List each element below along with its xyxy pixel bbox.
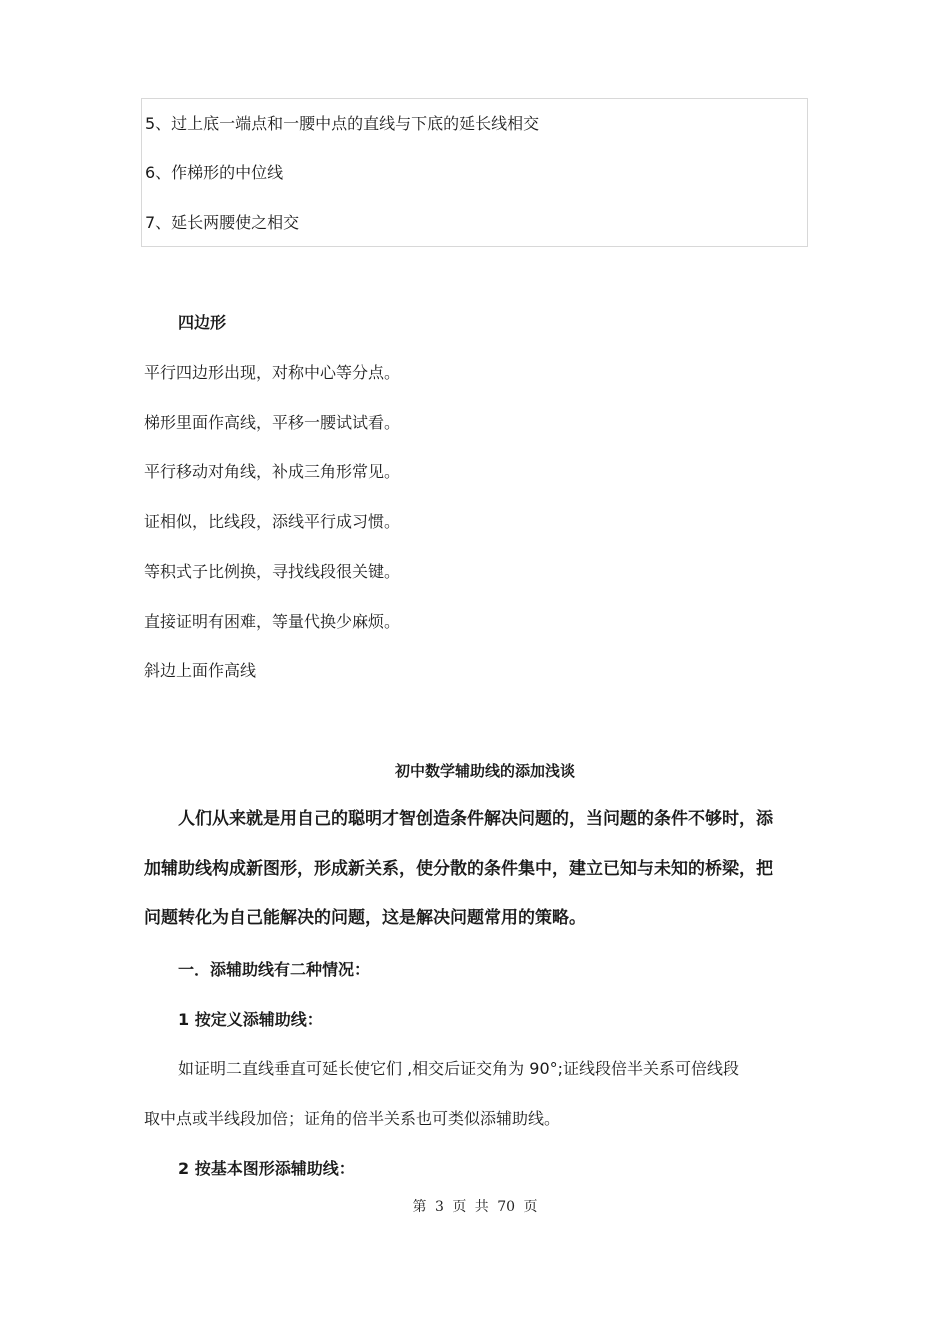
article-title: 初中数学辅助线的添加浅谈 [394,762,575,780]
total-pages-number: 70 [497,1199,516,1215]
list-item: 5、过上底一端点和一腰中点的直线与下底的延长线相交 [145,114,540,133]
footer-page-label: 页 [452,1199,467,1215]
rhyme-line: 等积式子比例换，寻找线段很关键。 [144,562,401,581]
footer-suffix: 页 [523,1199,538,1215]
section-heading-quadrilateral: 四边形 [178,313,227,332]
subsection-heading: 2 按基本图形添辅助线： [178,1159,355,1178]
body-text-line: 取中点或半线段加倍；证角的倍半关系也可类似添辅助线。 [144,1109,561,1128]
intro-paragraph-line: 问题转化为自己能解决的问题，这是解决问题常用的策略。 [144,908,586,928]
section-heading: 一．添辅助线有二种情况： [178,960,371,979]
subsection-heading: 1 按定义添辅助线： [178,1010,323,1029]
rhyme-line: 平行移动对角线，补成三角形常见。 [144,462,401,481]
intro-paragraph-line: 人们从来就是用自己的聪明才智创造条件解决问题的，当问题的条件不够时，添 [178,809,773,829]
body-text-line: 如证明二直线垂直可延长使它们 ,相交后证交角为 90°;证线段倍半关系可倍线段 [178,1059,740,1078]
list-item: 6、作梯形的中位线 [145,163,284,182]
footer-total-label: 共 [474,1199,489,1215]
intro-paragraph-line: 加辅助线构成新图形，形成新关系，使分散的条件集中，建立已知与未知的桥梁，把 [144,859,773,879]
rhyme-line: 证相似，比线段，添线平行成习惯。 [144,512,401,531]
rhyme-line: 平行四边形出现，对称中心等分点。 [144,363,401,382]
list-item: 7、延长两腰使之相交 [145,213,300,232]
rhyme-line: 梯形里面作高线，平移一腰试试看。 [144,413,401,432]
page-footer [0,1197,950,1217]
footer-prefix: 第 [412,1199,427,1215]
numbered-list-box [141,98,808,247]
rhyme-line: 斜边上面作高线 [144,661,257,680]
rhyme-line: 直接证明有困难，等量代换少麻烦。 [144,612,401,631]
current-page-number: 3 [434,1199,444,1215]
